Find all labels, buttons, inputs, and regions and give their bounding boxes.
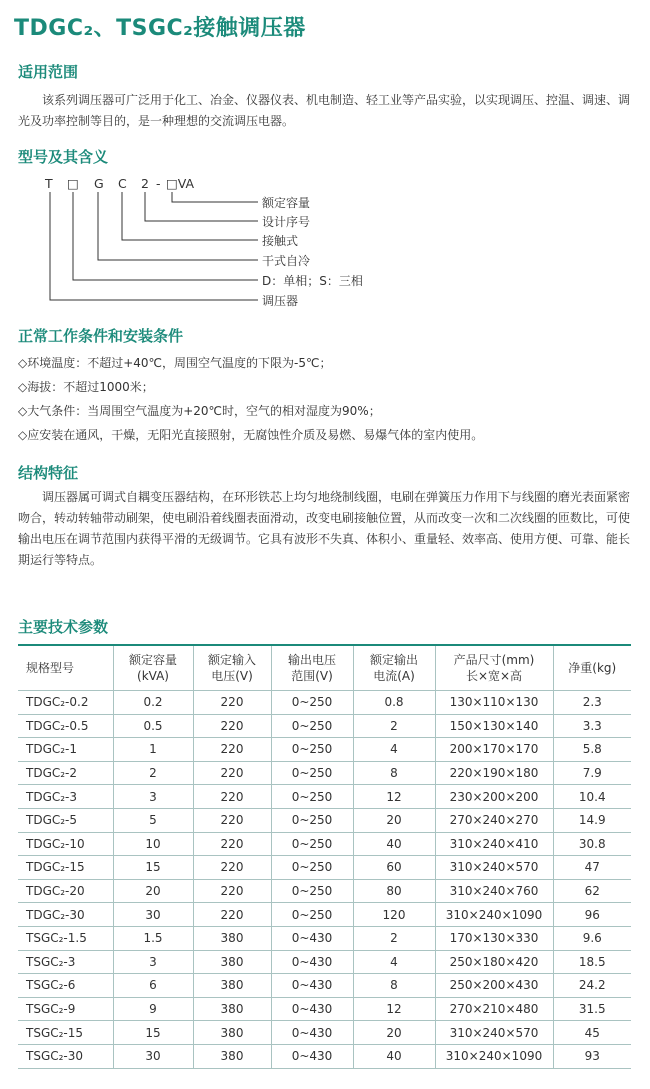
cell-output-current: 80: [353, 879, 435, 903]
cell-weight: 18.5: [553, 950, 631, 974]
cell-output-current: 4: [353, 738, 435, 762]
section-heading-scope: 适用范围: [18, 63, 79, 81]
code-char-capacity: □VA: [166, 176, 195, 191]
table-row: [18, 691, 631, 715]
header-weight: 净重(kg): [553, 645, 631, 691]
cell-model: TSGC₂-3: [18, 950, 113, 974]
cell-input-voltage: 380: [193, 1021, 271, 1045]
cell-weight: 47: [553, 856, 631, 880]
cell-output-current: 120: [353, 903, 435, 927]
cell-capacity: 30: [113, 1044, 193, 1068]
table-row: [18, 926, 631, 950]
legend-capacity: 额定容量: [262, 196, 311, 210]
cell-dimensions: 270×240×270: [435, 808, 553, 832]
cell-output-range: 0~250: [271, 761, 353, 785]
cell-input-voltage: 380: [193, 1044, 271, 1068]
cell-output-range: 0~430: [271, 974, 353, 998]
page-title: TDGC₂、TSGC₂接触调压器: [14, 16, 306, 41]
cell-weight: 7.9: [553, 761, 631, 785]
table-row: [18, 761, 631, 785]
cell-input-voltage: 220: [193, 856, 271, 880]
table-row: [18, 738, 631, 762]
cell-weight: 3.3: [553, 714, 631, 738]
cell-output-current: 8: [353, 974, 435, 998]
cell-capacity: 9: [113, 997, 193, 1021]
cell-model: TDGC₂-1: [18, 738, 113, 762]
cell-output-range: 0~430: [271, 1044, 353, 1068]
cell-input-voltage: 220: [193, 879, 271, 903]
cell-model: TSGC₂-9: [18, 997, 113, 1021]
cell-weight: 9.6: [553, 926, 631, 950]
cell-output-current: 2: [353, 926, 435, 950]
cell-capacity: 0.5: [113, 714, 193, 738]
table-header-row: [18, 645, 631, 691]
cell-model: TSGC₂-15: [18, 1021, 113, 1045]
header-output-range: 输出电压 范围(V): [271, 645, 353, 691]
cell-output-range: 0~430: [271, 926, 353, 950]
cell-input-voltage: 380: [193, 997, 271, 1021]
cell-dimensions: 200×170×170: [435, 738, 553, 762]
cell-input-voltage: 220: [193, 903, 271, 927]
cell-capacity: 5: [113, 808, 193, 832]
cell-model: TDGC₂-0.5: [18, 714, 113, 738]
cell-dimensions: 310×240×570: [435, 1021, 553, 1045]
cell-input-voltage: 220: [193, 738, 271, 762]
cell-input-voltage: 220: [193, 808, 271, 832]
cell-model: TDGC₂-10: [18, 832, 113, 856]
cell-weight: 93: [553, 1044, 631, 1068]
cell-input-voltage: 220: [193, 691, 271, 715]
table-row: [18, 903, 631, 927]
table-row: [18, 856, 631, 880]
table-row: [18, 974, 631, 998]
bracket-lines: [0, 0, 270, 320]
cell-weight: 30.8: [553, 832, 631, 856]
legend-design-serial: 设计序号: [262, 215, 311, 229]
cell-weight: 45: [553, 1021, 631, 1045]
table-row: [18, 714, 631, 738]
cell-weight: 96: [553, 903, 631, 927]
condition-item: ◇大气条件：当周围空气温度为+20℃时，空气的相对湿度为90%；: [18, 404, 381, 418]
params-table: [18, 644, 631, 1069]
cell-model: TSGC₂-6: [18, 974, 113, 998]
cell-capacity: 2: [113, 761, 193, 785]
cell-input-voltage: 220: [193, 714, 271, 738]
cell-capacity: 6: [113, 974, 193, 998]
cell-input-voltage: 380: [193, 926, 271, 950]
table-row: [18, 832, 631, 856]
table-row: [18, 950, 631, 974]
table-row: [18, 808, 631, 832]
table-row: [18, 997, 631, 1021]
structure-paragraph: 调压器属可调式自耦变压器结构，在环形铁芯上均匀地绕制线圈，电刷在弹簧压力作用下与线圈的磨光表面紧密吻合，转动转轴带动刷架，使电刷沿着线圈表面滑动，改变电刷接触位置，从而改变一次和二次线圈的匝数比，可使输出电压在调节范围内获得平滑的无级调节。它具有波形不失真、体积小、重量轻、效率高、使用方便、可靠、能长期运行等特点。: [18, 490, 631, 567]
cell-capacity: 10: [113, 832, 193, 856]
header-input-voltage: 额定输入 电压(V): [193, 645, 271, 691]
cell-weight: 2.3: [553, 691, 631, 715]
cell-dimensions: 150×130×140: [435, 714, 553, 738]
cell-capacity: 0.2: [113, 691, 193, 715]
cell-output-range: 0~430: [271, 950, 353, 974]
cell-model: TDGC₂-3: [18, 785, 113, 809]
cell-weight: 31.5: [553, 997, 631, 1021]
cell-output-range: 0~250: [271, 903, 353, 927]
cell-output-range: 0~250: [271, 691, 353, 715]
cell-capacity: 15: [113, 1021, 193, 1045]
table-row: [18, 1021, 631, 1045]
cell-output-range: 0~430: [271, 1021, 353, 1045]
cell-capacity: 1: [113, 738, 193, 762]
cell-output-current: 40: [353, 1044, 435, 1068]
legend-regulator: 调压器: [262, 294, 299, 308]
header-model: 规格型号: [18, 645, 113, 691]
condition-item: ◇海拔：不超过1000米；: [18, 380, 154, 394]
cell-dimensions: 220×190×180: [435, 761, 553, 785]
cell-weight: 5.8: [553, 738, 631, 762]
scope-paragraph: 该系列调压器可广泛用于化工、冶金、仪器仪表、机电制造、轻工业等产品实验，以实现调压、控温、调速、调光及功率控制等目的，是一种理想的交流调压电器。: [18, 93, 631, 128]
cell-dimensions: 170×130×330: [435, 926, 553, 950]
cell-dimensions: 250×200×430: [435, 974, 553, 998]
cell-output-range: 0~250: [271, 714, 353, 738]
cell-dimensions: 250×180×420: [435, 950, 553, 974]
cell-output-current: 40: [353, 832, 435, 856]
cell-output-range: 0~430: [271, 997, 353, 1021]
cell-model: TDGC₂-15: [18, 856, 113, 880]
cell-output-range: 0~250: [271, 808, 353, 832]
cell-output-current: 20: [353, 808, 435, 832]
cell-dimensions: 130×110×130: [435, 691, 553, 715]
cell-input-voltage: 220: [193, 832, 271, 856]
section-heading-model: 型号及其含义: [18, 148, 109, 166]
cell-dimensions: 230×200×200: [435, 785, 553, 809]
code-char-c: C: [118, 176, 127, 191]
condition-item: ◇环境温度：不超过+40℃，周围空气温度的下限为-5℃；: [18, 356, 332, 370]
cell-capacity: 3: [113, 950, 193, 974]
code-char-phase: □: [67, 176, 79, 191]
cell-capacity: 20: [113, 879, 193, 903]
cell-output-current: 4: [353, 950, 435, 974]
cell-output-range: 0~250: [271, 832, 353, 856]
cell-output-current: 8: [353, 761, 435, 785]
cell-capacity: 3: [113, 785, 193, 809]
header-dimensions: 产品尺寸(mm) 长×宽×高: [435, 645, 553, 691]
cell-output-current: 12: [353, 997, 435, 1021]
cell-input-voltage: 380: [193, 974, 271, 998]
cell-model: TDGC₂-5: [18, 808, 113, 832]
cell-input-voltage: 380: [193, 950, 271, 974]
cell-output-current: 20: [353, 1021, 435, 1045]
table-row: [18, 1044, 631, 1068]
cell-output-range: 0~250: [271, 785, 353, 809]
cell-capacity: 15: [113, 856, 193, 880]
cell-model: TSGC₂-30: [18, 1044, 113, 1068]
cell-output-current: 2: [353, 714, 435, 738]
cell-dimensions: 270×210×480: [435, 997, 553, 1021]
cell-dimensions: 310×240×1090: [435, 1044, 553, 1068]
cell-input-voltage: 220: [193, 785, 271, 809]
legend-cooling: 干式自冷: [262, 254, 311, 268]
section-heading-conditions: 正常工作条件和安装条件: [18, 327, 184, 345]
section-heading-structure: 结构特征: [18, 464, 79, 482]
cell-weight: 14.9: [553, 808, 631, 832]
cell-dimensions: 310×240×1090: [435, 903, 553, 927]
cell-output-range: 0~250: [271, 879, 353, 903]
cell-output-current: 60: [353, 856, 435, 880]
cell-capacity: 30: [113, 903, 193, 927]
cell-model: TDGC₂-30: [18, 903, 113, 927]
cell-output-current: 12: [353, 785, 435, 809]
cell-output-range: 0~250: [271, 856, 353, 880]
cell-output-range: 0~250: [271, 738, 353, 762]
header-output-current: 额定输出 电流(A): [353, 645, 435, 691]
cell-weight: 62: [553, 879, 631, 903]
code-char-g: G: [94, 176, 104, 191]
table-row: [18, 879, 631, 903]
legend-contact-type: 接触式: [262, 234, 299, 248]
cell-input-voltage: 220: [193, 761, 271, 785]
cell-model: TDGC₂-20: [18, 879, 113, 903]
cell-model: TDGC₂-2: [18, 761, 113, 785]
code-char-t: T: [45, 176, 53, 191]
cell-dimensions: 310×240×570: [435, 856, 553, 880]
header-capacity: 额定容量 (kVA): [113, 645, 193, 691]
legend-phase: D：单相；S：三相: [262, 274, 363, 288]
cell-weight: 24.2: [553, 974, 631, 998]
cell-capacity: 1.5: [113, 926, 193, 950]
code-char-dash: -: [156, 176, 161, 191]
table-row: [18, 785, 631, 809]
cell-weight: 10.4: [553, 785, 631, 809]
code-char-2: 2: [141, 176, 149, 191]
condition-item: ◇应安装在通风，干燥，无阳光直接照射，无腐蚀性介质及易燃、易爆气体的室内使用。: [18, 428, 484, 442]
cell-model: TSGC₂-1.5: [18, 926, 113, 950]
cell-dimensions: 310×240×760: [435, 879, 553, 903]
section-heading-params: 主要技术参数: [18, 618, 109, 636]
cell-model: TDGC₂-0.2: [18, 691, 113, 715]
cell-output-current: 0.8: [353, 691, 435, 715]
cell-dimensions: 310×240×410: [435, 832, 553, 856]
